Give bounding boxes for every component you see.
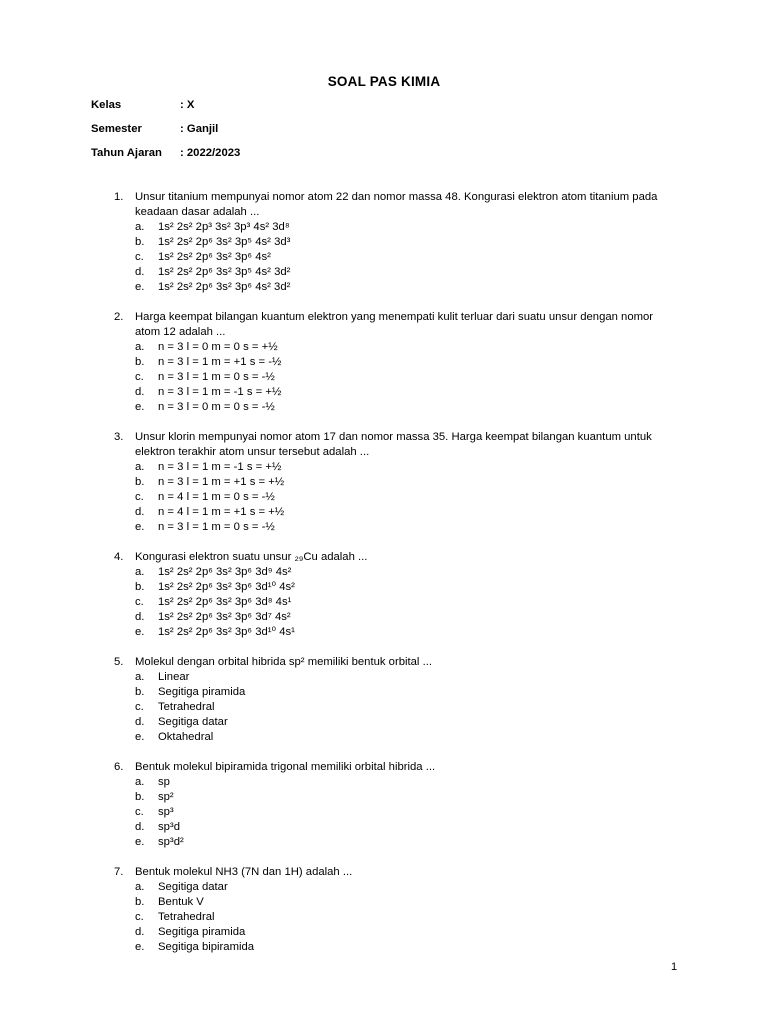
meta-label: Kelas bbox=[91, 99, 122, 111]
option-text: 1s² 2s² 2p³ 3s² 3p³ 4s² 3d⁸ bbox=[158, 221, 290, 233]
answer-option bbox=[114, 925, 664, 940]
document-title: SOAL PAS KIMIA bbox=[327, 74, 441, 89]
meta-label: Tahun Ajaran bbox=[91, 147, 162, 159]
option-text: Segitiga piramida bbox=[158, 926, 246, 938]
option-letter: c. bbox=[135, 251, 144, 263]
answer-option bbox=[114, 565, 664, 580]
option-letter: a. bbox=[135, 341, 145, 353]
option-text: 1s² 2s² 2p⁶ 3s² 3p⁶ 3d¹⁰ 4s¹ bbox=[158, 626, 295, 638]
option-text: 1s² 2s² 2p⁶ 3s² 3p⁶ 3d⁹ 4s² bbox=[158, 566, 292, 578]
option-letter: a. bbox=[135, 671, 145, 683]
question-item bbox=[114, 865, 664, 955]
option-text: Segitiga piramida bbox=[158, 686, 246, 698]
option-text: n = 3 l = 1 m = -1 s = +½ bbox=[158, 386, 282, 398]
option-letter: b. bbox=[135, 356, 145, 368]
answer-option bbox=[114, 730, 664, 745]
meta-value: : X bbox=[180, 99, 195, 111]
option-letter: d. bbox=[135, 266, 145, 278]
option-letter: d. bbox=[135, 926, 145, 938]
answer-option bbox=[114, 790, 664, 805]
answer-option bbox=[114, 505, 664, 520]
question-text: Kongurasi elektron suatu unsur ₂₉Cu adalah ... bbox=[135, 551, 368, 563]
option-text: sp bbox=[158, 776, 170, 788]
answer-option bbox=[114, 595, 664, 610]
answer-option bbox=[114, 880, 664, 895]
answer-option bbox=[114, 700, 664, 715]
option-text: sp³d² bbox=[158, 836, 184, 848]
option-letter: c. bbox=[135, 806, 144, 818]
option-letter: a. bbox=[135, 221, 145, 233]
question-number: 4. bbox=[114, 551, 124, 563]
answer-option bbox=[114, 400, 664, 415]
option-text: 1s² 2s² 2p⁶ 3s² 3p⁶ 3d¹⁰ 4s² bbox=[158, 581, 295, 593]
option-text: Bentuk V bbox=[158, 896, 204, 908]
answer-option bbox=[114, 685, 664, 700]
meta-row-tahun-ajaran bbox=[91, 146, 391, 170]
question-item bbox=[114, 430, 664, 535]
answer-option bbox=[114, 235, 664, 250]
option-letter: c. bbox=[135, 911, 144, 923]
option-letter: e. bbox=[135, 941, 145, 953]
answer-option bbox=[114, 385, 664, 400]
question-stem bbox=[114, 760, 664, 775]
option-text: n = 3 l = 0 m = 0 s = +½ bbox=[158, 341, 278, 353]
option-text: n = 3 l = 1 m = 0 s = -½ bbox=[158, 371, 275, 383]
option-text: 1s² 2s² 2p⁶ 3s² 3p⁶ 3d⁸ 4s¹ bbox=[158, 596, 292, 608]
option-letter: c. bbox=[135, 371, 144, 383]
option-letter: d. bbox=[135, 611, 145, 623]
option-text: Segitiga bipiramida bbox=[158, 941, 255, 953]
option-letter: b. bbox=[135, 896, 145, 908]
option-letter: a. bbox=[135, 566, 145, 578]
page-number: 1 bbox=[671, 961, 678, 973]
question-text: Unsur klorin mempunyai nomor atom 17 dan nomor massa 35. Harga keempat bilangan kuantum untuk elektron terakhir atom unsur tersebut adalah ... bbox=[135, 431, 652, 458]
question-text: Bentuk molekul bipiramida trigonal memiliki orbital hibrida ... bbox=[135, 761, 436, 773]
answer-option bbox=[114, 670, 664, 685]
option-text: Segitiga datar bbox=[158, 716, 228, 728]
option-letter: c. bbox=[135, 491, 144, 503]
question-stem bbox=[114, 310, 664, 340]
question-number: 2. bbox=[114, 311, 124, 323]
meta-value: : 2022/2023 bbox=[180, 147, 241, 159]
meta-row-kelas bbox=[91, 98, 391, 122]
answer-option bbox=[114, 625, 664, 640]
option-letter: d. bbox=[135, 716, 145, 728]
answer-option bbox=[114, 775, 664, 790]
question-number: 7. bbox=[114, 866, 124, 878]
option-text: 1s² 2s² 2p⁶ 3s² 3p⁶ 4s² bbox=[158, 251, 271, 263]
answer-option bbox=[114, 460, 664, 475]
answer-option bbox=[114, 715, 664, 730]
option-letter: b. bbox=[135, 236, 145, 248]
answer-option bbox=[114, 610, 664, 625]
option-letter: a. bbox=[135, 461, 145, 473]
option-text: n = 3 l = 1 m = +1 s = -½ bbox=[158, 356, 282, 368]
option-text: sp³d bbox=[158, 821, 180, 833]
answer-option bbox=[114, 835, 664, 850]
answer-option bbox=[114, 250, 664, 265]
option-text: Linear bbox=[158, 671, 190, 683]
question-item bbox=[114, 760, 664, 850]
question-list bbox=[114, 190, 664, 970]
meta-row-semester bbox=[91, 122, 391, 146]
answer-option bbox=[114, 910, 664, 925]
option-letter: b. bbox=[135, 476, 145, 488]
option-letter: a. bbox=[135, 776, 145, 788]
option-text: Tetrahedral bbox=[158, 701, 215, 713]
question-text: Harga keempat bilangan kuantum elektron yang menempati kulit terluar dari suatu unsur dengan nomor atom 12 adalah ... bbox=[135, 311, 654, 338]
option-letter: b. bbox=[135, 686, 145, 698]
option-letter: b. bbox=[135, 791, 145, 803]
option-text: n = 3 l = 1 m = +1 s = +½ bbox=[158, 476, 285, 488]
option-text: sp² bbox=[158, 791, 174, 803]
meta-label: Semester bbox=[91, 123, 142, 135]
answer-option bbox=[114, 265, 664, 280]
question-item bbox=[114, 190, 664, 295]
option-text: Segitiga datar bbox=[158, 881, 228, 893]
question-text: Bentuk molekul NH3 (7N dan 1H) adalah ... bbox=[135, 866, 353, 878]
question-number: 3. bbox=[114, 431, 124, 443]
option-text: 1s² 2s² 2p⁶ 3s² 3p⁶ 4s² 3d² bbox=[158, 281, 291, 293]
answer-option bbox=[114, 520, 664, 535]
option-letter: d. bbox=[135, 506, 145, 518]
answer-option bbox=[114, 820, 664, 835]
question-number: 1. bbox=[114, 191, 124, 203]
option-letter: e. bbox=[135, 521, 145, 533]
option-letter: e. bbox=[135, 731, 145, 743]
option-letter: c. bbox=[135, 596, 144, 608]
answer-option bbox=[114, 370, 664, 385]
question-stem bbox=[114, 865, 664, 880]
answer-option bbox=[114, 340, 664, 355]
answer-option bbox=[114, 355, 664, 370]
option-letter: e. bbox=[135, 626, 145, 638]
question-stem bbox=[114, 430, 664, 460]
question-item bbox=[114, 550, 664, 640]
option-letter: e. bbox=[135, 401, 145, 413]
answer-option bbox=[114, 490, 664, 505]
question-stem bbox=[114, 655, 664, 670]
option-text: n = 4 l = 1 m = +1 s = +½ bbox=[158, 506, 285, 518]
option-text: n = 4 l = 1 m = 0 s = -½ bbox=[158, 491, 275, 503]
option-text: 1s² 2s² 2p⁶ 3s² 3p⁵ 4s² 3d³ bbox=[158, 236, 291, 248]
question-text: Molekul dengan orbital hibrida sp² memiliki bentuk orbital ... bbox=[135, 656, 433, 668]
option-text: n = 3 l = 1 m = -1 s = +½ bbox=[158, 461, 282, 473]
option-letter: e. bbox=[135, 281, 145, 293]
answer-option bbox=[114, 895, 664, 910]
answer-option bbox=[114, 220, 664, 235]
document-meta bbox=[91, 98, 391, 170]
option-letter: a. bbox=[135, 881, 145, 893]
question-text: Unsur titanium mempunyai nomor atom 22 dan nomor massa 48. Kongurasi elektron atom titanium pada keadaan dasar adalah ... bbox=[135, 191, 658, 218]
answer-option bbox=[114, 580, 664, 595]
option-text: sp³ bbox=[158, 806, 174, 818]
question-stem bbox=[114, 190, 664, 220]
question-stem bbox=[114, 550, 664, 565]
question-number: 5. bbox=[114, 656, 124, 668]
option-text: n = 3 l = 0 m = 0 s = -½ bbox=[158, 401, 275, 413]
option-letter: d. bbox=[135, 821, 145, 833]
answer-option bbox=[114, 475, 664, 490]
question-item bbox=[114, 310, 664, 415]
option-text: Tetrahedral bbox=[158, 911, 215, 923]
option-text: 1s² 2s² 2p⁶ 3s² 3p⁶ 3d⁷ 4s² bbox=[158, 611, 291, 623]
option-letter: b. bbox=[135, 581, 145, 593]
option-letter: e. bbox=[135, 836, 145, 848]
option-text: n = 3 l = 1 m = 0 s = -½ bbox=[158, 521, 275, 533]
option-text: 1s² 2s² 2p⁶ 3s² 3p⁵ 4s² 3d² bbox=[158, 266, 291, 278]
answer-option bbox=[114, 805, 664, 820]
answer-option bbox=[114, 940, 664, 955]
question-item bbox=[114, 655, 664, 745]
option-letter: c. bbox=[135, 701, 144, 713]
answer-option bbox=[114, 280, 664, 295]
question-number: 6. bbox=[114, 761, 124, 773]
option-text: Oktahedral bbox=[158, 731, 214, 743]
option-letter: d. bbox=[135, 386, 145, 398]
meta-value: : Ganjil bbox=[180, 123, 219, 135]
